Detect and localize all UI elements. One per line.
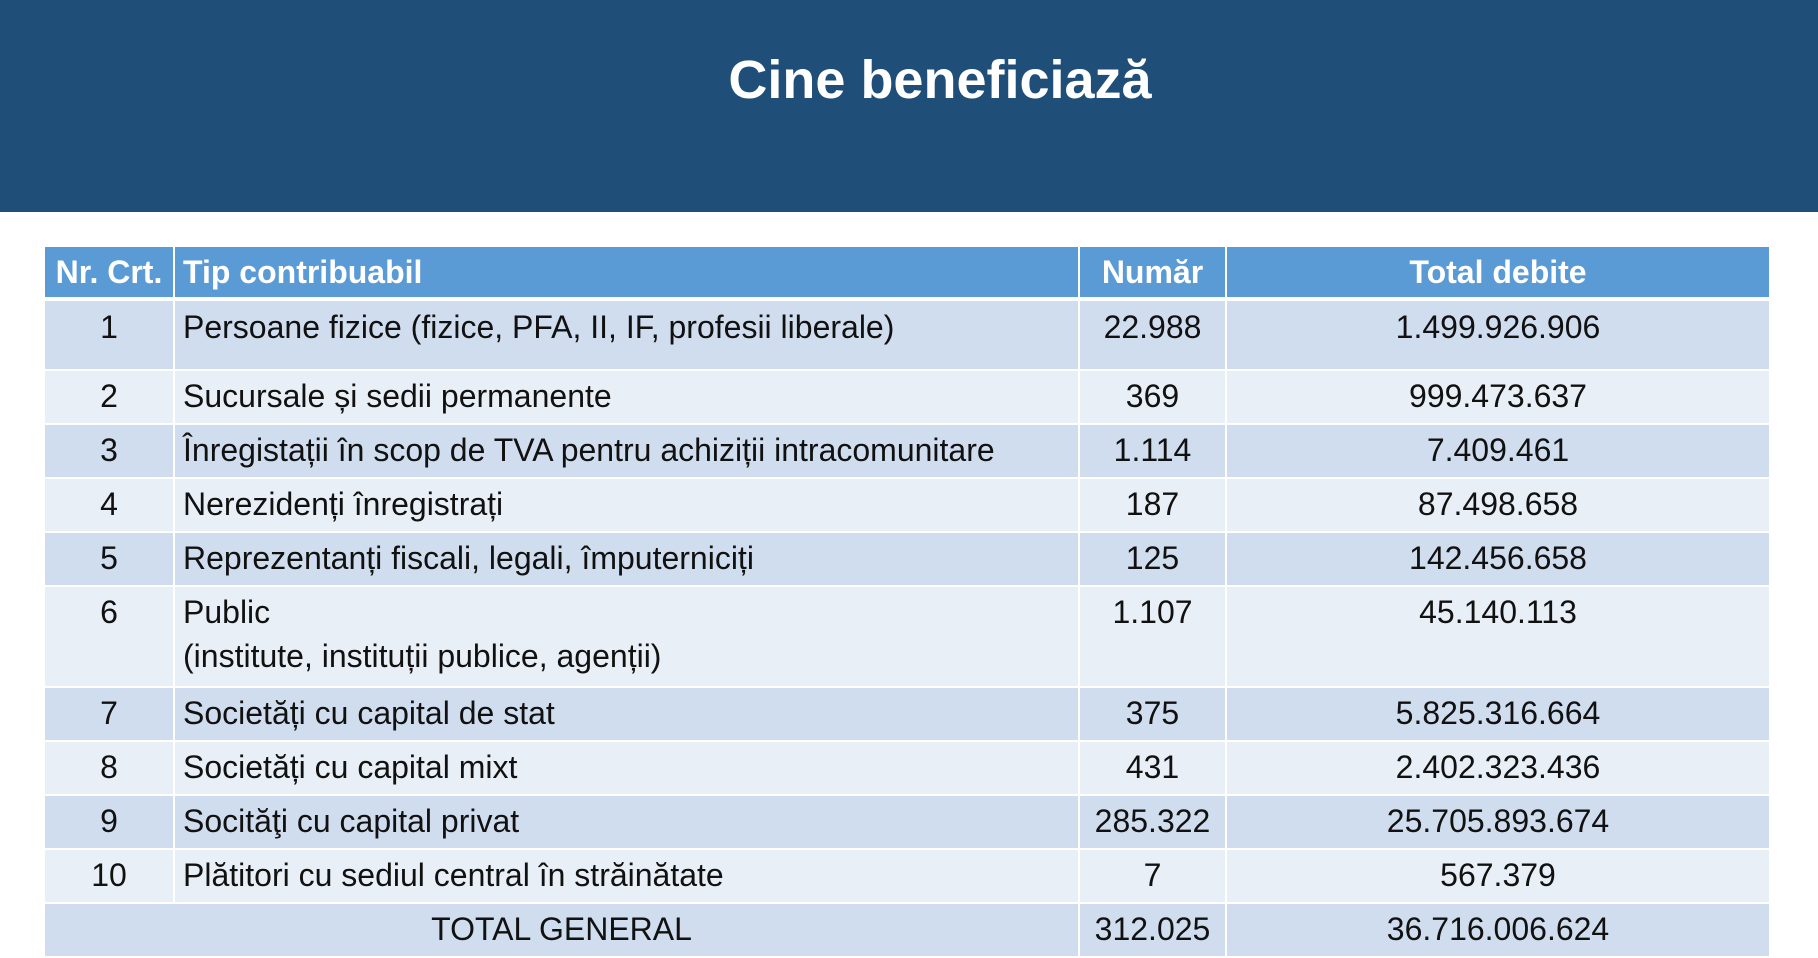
cell-tip: Societăți cu capital mixt xyxy=(174,741,1079,795)
beneficiaries-table xyxy=(43,245,1771,958)
cell-total: 142.456.658 xyxy=(1226,532,1770,586)
cell-tip: Înregistații în scop de TVA pentru achiziții intracomunitare xyxy=(174,424,1079,478)
cell-nr: 1 xyxy=(44,299,174,370)
cell-numar: 375 xyxy=(1079,687,1226,741)
total-numar: 312.025 xyxy=(1079,903,1226,957)
total-row xyxy=(44,903,1770,957)
cell-nr: 7 xyxy=(44,687,174,741)
table-row xyxy=(44,795,1770,849)
cell-total: 87.498.658 xyxy=(1226,478,1770,532)
cell-tip: Socităţi cu capital privat xyxy=(174,795,1079,849)
cell-numar: 22.988 xyxy=(1079,299,1226,370)
cell-tip: Persoane fizice (fizice, PFA, II, IF, profesii liberale) xyxy=(174,299,1079,370)
cell-tip-line1: Public xyxy=(183,594,271,630)
title-banner xyxy=(0,0,1818,212)
table-row xyxy=(44,424,1770,478)
total-general-label: TOTAL GENERAL xyxy=(44,903,1079,957)
cell-nr: 6 xyxy=(44,586,174,687)
cell-total: 25.705.893.674 xyxy=(1226,795,1770,849)
cell-numar: 1.114 xyxy=(1079,424,1226,478)
cell-numar: 285.322 xyxy=(1079,795,1226,849)
cell-numar: 7 xyxy=(1079,849,1226,903)
cell-numar: 187 xyxy=(1079,478,1226,532)
cell-tip: Sucursale și sedii permanente xyxy=(174,370,1079,424)
cell-tip: Reprezentanți fiscali, legali, împuterniciți xyxy=(174,532,1079,586)
cell-tip-line2: (institute, instituții publice, agenții) xyxy=(183,638,662,674)
table-row xyxy=(44,687,1770,741)
header-total-debite: Total debite xyxy=(1226,246,1770,299)
cell-nr: 2 xyxy=(44,370,174,424)
cell-numar: 369 xyxy=(1079,370,1226,424)
table-row xyxy=(44,299,1770,370)
cell-tip: Plătitori cu sediul central în străinătate xyxy=(174,849,1079,903)
cell-nr: 10 xyxy=(44,849,174,903)
table-row xyxy=(44,741,1770,795)
cell-tip: Societăți cu capital de stat xyxy=(174,687,1079,741)
cell-total: 567.379 xyxy=(1226,849,1770,903)
table-row xyxy=(44,532,1770,586)
cell-tip xyxy=(174,586,1079,687)
cell-numar: 1.107 xyxy=(1079,586,1226,687)
page-title: Cine beneficiază xyxy=(728,50,1152,110)
cell-total: 7.409.461 xyxy=(1226,424,1770,478)
table-row xyxy=(44,586,1770,687)
cell-numar: 125 xyxy=(1079,532,1226,586)
cell-total: 2.402.323.436 xyxy=(1226,741,1770,795)
cell-nr: 5 xyxy=(44,532,174,586)
table-row xyxy=(44,478,1770,532)
cell-nr: 8 xyxy=(44,741,174,795)
table-row xyxy=(44,370,1770,424)
header-nr-crt: Nr. Crt. xyxy=(44,246,174,299)
header-tip-contribuabil: Tip contribuabil xyxy=(174,246,1079,299)
cell-total: 999.473.637 xyxy=(1226,370,1770,424)
cell-numar: 431 xyxy=(1079,741,1226,795)
cell-tip: Nerezidenți înregistrați xyxy=(174,478,1079,532)
header-numar: Număr xyxy=(1079,246,1226,299)
cell-total: 1.499.926.906 xyxy=(1226,299,1770,370)
total-debite: 36.716.006.624 xyxy=(1226,903,1770,957)
cell-nr: 3 xyxy=(44,424,174,478)
table-row xyxy=(44,849,1770,903)
table-header-row xyxy=(44,246,1770,299)
cell-total: 5.825.316.664 xyxy=(1226,687,1770,741)
cell-total: 45.140.113 xyxy=(1226,586,1770,687)
cell-nr: 9 xyxy=(44,795,174,849)
cell-nr: 4 xyxy=(44,478,174,532)
